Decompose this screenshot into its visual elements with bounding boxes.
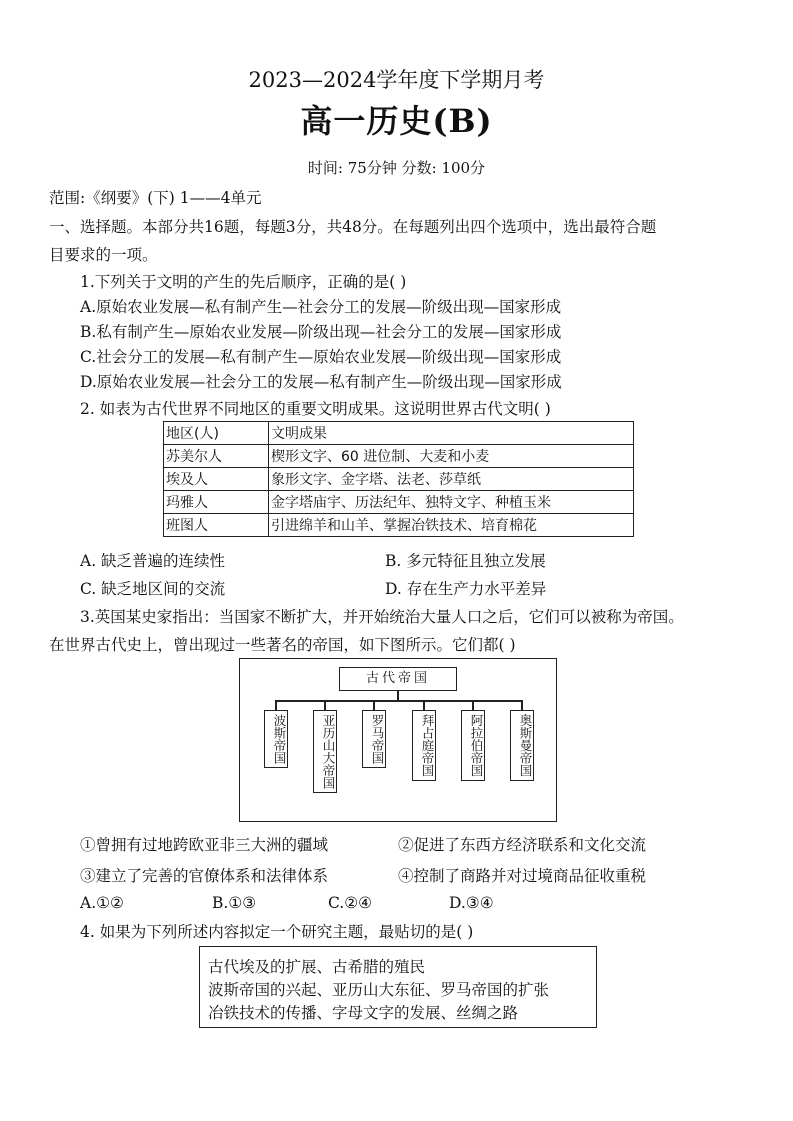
- q2-stem: 2. 如表为古代世界不同地区的重要文明成果。这说明世界古代文明( ): [80, 400, 551, 418]
- connector-line: [521, 700, 523, 710]
- q3-statement-4: ④控制了商路并对过境商品征收重税: [398, 867, 647, 885]
- table-row: [164, 491, 634, 514]
- diagram-root-box: 古代帝国: [339, 667, 457, 691]
- q2-table: [163, 421, 634, 537]
- q4-content-box: [199, 946, 597, 1028]
- q2-option-d: D. 存在生产力水平差异: [385, 580, 547, 598]
- table-cell-achievement: 象形文字、金字塔、法老、莎草纸: [269, 468, 634, 491]
- connector-line: [275, 700, 521, 702]
- connector-line: [472, 700, 474, 710]
- exam-title: 2023—2024学年度下学期月考: [248, 68, 545, 92]
- empire-box: 亚历山大帝国: [313, 710, 337, 793]
- exam-subject: 高一历史(B): [300, 102, 493, 140]
- q3-stem-line1: 3.英国某史家指出：当国家不断扩大，并开始统治大量人口之后，它们可以被称为帝国。: [80, 608, 684, 626]
- q4-box-line: 古代埃及的扩展、古希腊的殖民: [208, 958, 426, 976]
- table-cell-region: 玛雅人: [164, 491, 269, 514]
- q3-statement-3: ③建立了完善的官僚体系和法律体系: [80, 867, 329, 885]
- q3-statement-1: ①曾拥有过地跨欧亚非三大洲的疆域: [80, 836, 329, 854]
- q3-statement-2: ②促进了东西方经济联系和文化交流: [398, 836, 647, 854]
- table-cell-region: 埃及人: [164, 468, 269, 491]
- table-cell-achievement: 楔形文字、60 进位制、大麦和小麦: [269, 445, 634, 468]
- empire-box: 拜占庭帝国: [412, 710, 436, 781]
- connector-line: [397, 691, 399, 700]
- section-intro-line2: 目要求的一项。: [49, 246, 158, 264]
- q3-option-c: C.②④: [328, 894, 373, 912]
- connector-line: [275, 700, 277, 710]
- q3-option-a: A.①②: [80, 894, 124, 912]
- table-cell-region: 苏美尔人: [164, 445, 269, 468]
- connector-line: [373, 700, 375, 710]
- q4-stem: 4. 如果为下列所述内容拟定一个研究主题，最贴切的是( ): [80, 923, 474, 941]
- connector-line: [324, 700, 326, 710]
- section-intro-line1: 一、选择题。本部分共16题，每题3分，共48分。在每题列出四个选项中，选出最符合题: [49, 218, 657, 236]
- q2-option-c: C. 缺乏地区间的交流: [80, 580, 226, 598]
- table-row: [164, 514, 634, 537]
- table-header-row: [164, 422, 634, 445]
- exam-time-score: 时间: 75分钟 分数: 100分: [307, 159, 486, 177]
- q2-option-b: B. 多元特征且独立发展: [385, 552, 546, 570]
- q1-option-b: B.私有制产生—原始农业发展—阶级出现—社会分工的发展—国家形成: [80, 323, 562, 341]
- q4-box-line: 冶铁技术的传播、字母文字的发展、丝绸之路: [208, 1004, 519, 1022]
- table-header-region: 地区(人): [164, 422, 269, 445]
- q1-option-d: D.原始农业发展—社会分工的发展—私有制产生—阶级出现—国家形成: [80, 373, 562, 391]
- empire-box: 罗马帝国: [362, 710, 386, 768]
- q4-box-line: 波斯帝国的兴起、亚历山大东征、罗马帝国的扩张: [208, 981, 550, 999]
- q2-option-a: A. 缺乏普遍的连续性: [80, 552, 226, 570]
- table-header-achievement: 文明成果: [269, 422, 634, 445]
- empire-box: 阿拉伯帝国: [461, 710, 485, 781]
- table-cell-achievement: 引进绵羊和山羊、掌握冶铁技术、培育棉花: [269, 514, 634, 537]
- table-row: [164, 468, 634, 491]
- table-cell-region: 班图人: [164, 514, 269, 537]
- connector-line: [423, 700, 425, 710]
- table-cell-achievement: 金字塔庙宇、历法纪年、独特文字、种植玉米: [269, 491, 634, 514]
- exam-scope: 范围:《纲要》(下) 1——4单元: [49, 189, 262, 207]
- q3-option-b: B.①③: [212, 894, 257, 912]
- q1-option-c: C.社会分工的发展—私有制产生—原始农业发展—阶级出现—国家形成: [80, 348, 562, 366]
- q1-option-a: A.原始农业发展—私有制产生—社会分工的发展—阶级出现—国家形成: [80, 298, 562, 316]
- q1-stem: 1.下列关于文明的产生的先后顺序，正确的是( ): [80, 273, 407, 291]
- table-row: [164, 445, 634, 468]
- q3-stem-line2: 在世界古代史上，曾出现过一些著名的帝国，如下图所示。它们都( ): [49, 636, 516, 654]
- empire-box: 波斯帝国: [264, 710, 288, 768]
- empire-box: 奥斯曼帝国: [510, 710, 534, 781]
- empire-diagram: [239, 658, 557, 822]
- q3-option-d: D.③④: [449, 894, 494, 912]
